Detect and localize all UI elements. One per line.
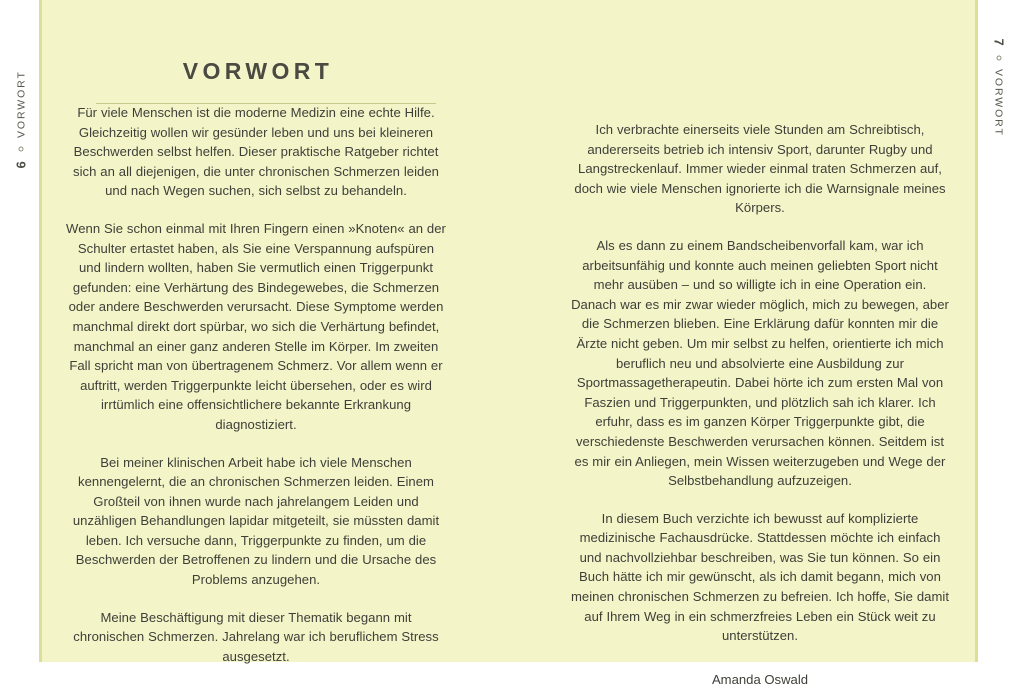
title-divider-rule	[96, 103, 436, 104]
paragraph: Wenn Sie schon einmal mit Ihren Fingern einen »Knoten« an der Schulter ertastet haben, als Sie eine Verspannung aufspüren und lindern wollten, haben Sie vermutlich einen Triggerpunkt gefunden: eine Verhärtung des Bindegewebes, die Schmerzen oder andere Beschwerden verursacht. Diese Symptome werden manchmal direkt dort spürbar, wo sich die Verhärtung befindet, manchmal an einer ganz anderen Stelle im Körper. Im zweiten Fall spricht man von übertragenem Schmerz. Vor allem wenn er auftritt, werden Triggerpunkte leicht übersehen, oder es wird irrtümlich eine offensichtlichere bekannte Erkrankung diagnostiziert.	[66, 220, 446, 432]
left-running-head: VORWORT	[15, 70, 27, 138]
left-page-number: 6	[13, 160, 29, 169]
chapter-title: VORWORT	[182, 58, 334, 84]
left-text-column	[66, 0, 446, 666]
paragraph: Als es dann zu einem Bandscheibenvorfall kam, war ich arbeitsunfähig und konnte auch meinen geliebten Sport nicht mehr ausüben – und so willigte ich in eine Operation ein. Danach war es mir zwar wieder möglich, mich zu bewegen, aber die Schmerzen blieben. Eine Erklärung dafür konnten mir die Ärzte nicht geben. Um mir selbst zu helfen, orientierte ich mich beruflich neu und absolvierte eine Ausbildung zur Sportmassagetherapeutin. Dabei hörte ich zum ersten Mal von Faszien und Triggerpunkten, und plötzlich sah ich klarer. Ich erfuhr, dass es im ganzen Körper Triggerpunkte gibt, die verschiedenste Beschwerden verursachen können. Seitdem ist es mir ein Anliegen, mein Wissen weiterzugeben und Wege der Selbstbehandlung aufzuzeigen.	[571, 237, 949, 489]
right-body-text	[570, 0, 950, 689]
paragraph: Ich verbrachte einerseits viele Stunden am Schreibtisch, andererseits betrieb ich intensiv Sport, darunter Rugby und Langstreckenlauf. Immer wieder einmal traten Schmerzen auf, doch wie viele Menschen ignorierte ich die Warnsignale meines Körpers.	[574, 122, 946, 216]
right-text-column	[570, 0, 950, 689]
paragraph: In diesem Buch verzichte ich bewusst auf komplizierte medizinische Fachausdrücke. Stattdessen möchte ich einfach und nachvollziehbar beschreiben, was Sie tun können. So ein Buch hätte ich mir gewünscht, als ich damit begann, mich von meinen chronischen Schmerzen zu befreien. Ich hoffe, Sie damit auf Ihrem Weg in ein schmerzfreies Leben ein Stück weit zu unterstützen.	[570, 510, 950, 644]
folio-separator-dot-icon	[997, 55, 1002, 60]
paragraph: Bei meiner klinischen Arbeit habe ich viele Menschen kennengelernt, die an chronischen Schmerzen leiden. Einem Großteil von ihnen wurde nach jahrelangem Leiden und unzähligen Behandlungen lapidar mitgeteilt, sie müssten damit leben. Ich versuche dann, Triggerpunkte zu finden, um die Beschwerden der Betroffenen zu lindern und die Ursache des Problems anzugehen.	[72, 454, 440, 588]
folio-separator-dot-icon	[19, 147, 24, 152]
paragraph: Meine Beschäftigung mit dieser Thematik begann mit chronischen Schmerzen. Jahrelang war ich beruflichem Stress ausgesetzt.	[73, 609, 439, 664]
left-page-edge-rule	[39, 0, 42, 662]
author-signature: Amanda Oswald	[711, 671, 809, 687]
right-page-edge-rule	[975, 0, 978, 662]
paragraph: Für viele Menschen ist die moderne Medizin eine echte Hilfe. Gleichzeitig wollen wir gesünder leben und uns bei kleineren Beschwerden selbst helfen. Dieser praktische Ratgeber richtet sich an all diejenigen, die unter chronischen Schmerzen leiden und nach Wegen suchen, sich selbst zu behandeln.	[73, 105, 439, 199]
right-page-number: 7	[991, 38, 1007, 47]
right-page-folio	[992, 39, 1007, 169]
left-body-text	[66, 85, 446, 666]
right-running-head: VORWORT	[993, 69, 1005, 137]
left-page-folio	[14, 39, 29, 169]
